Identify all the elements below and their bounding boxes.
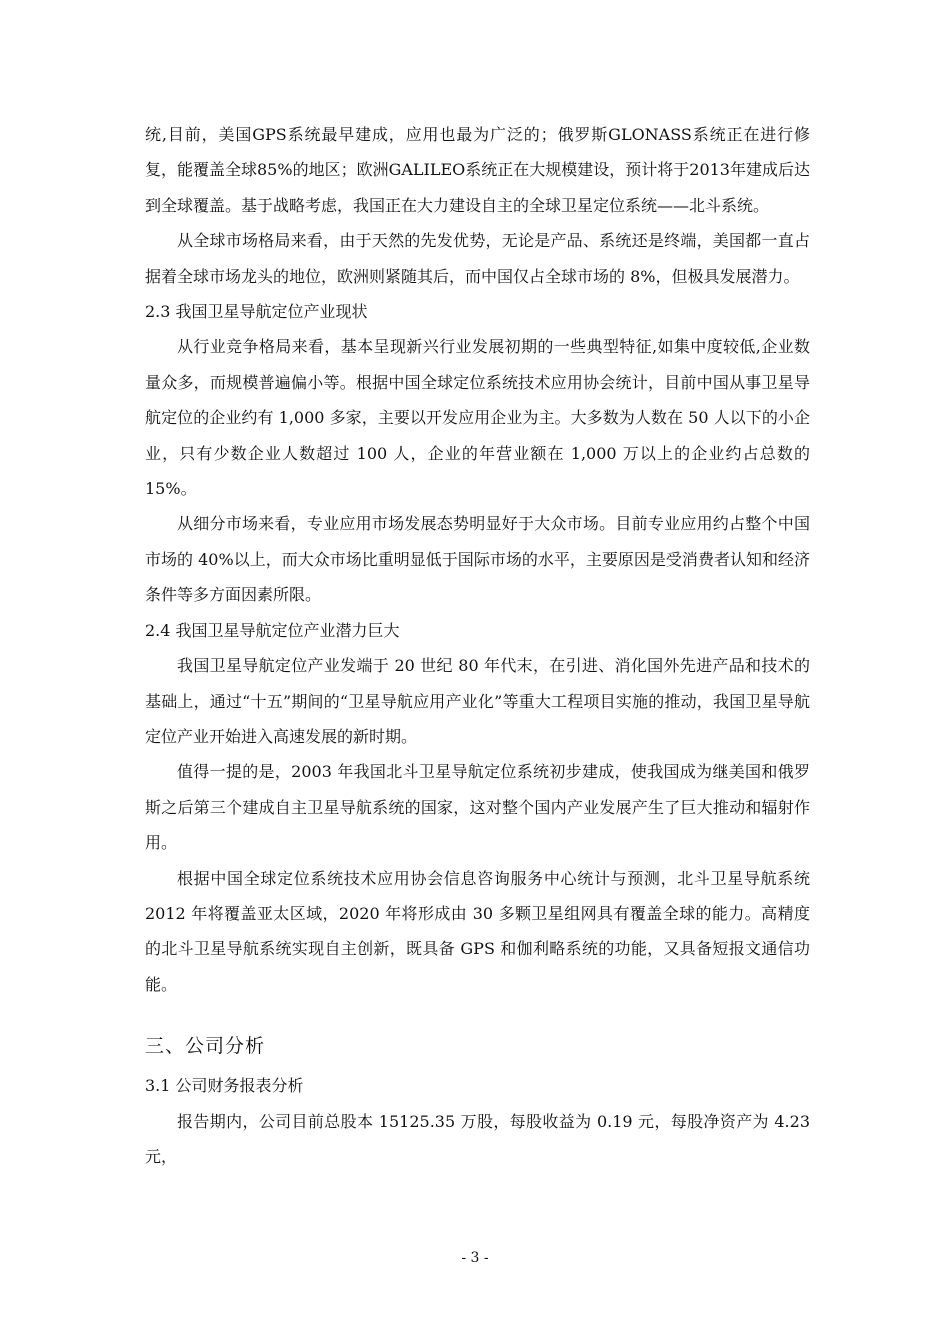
paragraph-industry-origin: 我国卫星导航定位产业发端于 20 世纪 80 年代末，在引进、消化国外先进产品和技术的基础上，通过“十五”期间的“卫星导航应用产业化”等重大工程项目实施的推动，我国卫星导航定位产业开始进入高速发展的新时期。 bbox=[145, 656, 810, 746]
heading-3-1: 3.1 公司财务报表分析 bbox=[145, 1076, 304, 1096]
paragraph-financial-summary: 报告期内，公司目前总股本 15125.35 万股，每股收益为 0.19 元，每股净资产为 4.23 元， bbox=[145, 1111, 810, 1166]
paragraph-beidou-forecast: 根据中国全球定位系统技术应用协会信息咨询服务中心统计与预测，北斗卫星导航系统 2012 年将覆盖亚太区域，2020 年将形成由 30 多颗卫星组网具有覆盖全球的能力。高精度的北斗卫星导航系统实现自主创新，既具备 GPS 和伽利略系统的功能，又具备短报文通信功能。 bbox=[145, 868, 810, 994]
paragraph-global-market: 从全球市场格局来看，由于天然的先发优势，无论是产品、系统还是终端，美国都一直占据着全球市场龙头的地位，欧洲则紧随其后，而中国仅占全球市场的 8%，但极具发展潜力。 bbox=[145, 231, 810, 286]
paragraph-gnss-overview: 统,目前，美国GPS系统最早建成，应用也最为广泛的；俄罗斯GLONASS系统正在进行修复，能覆盖全球85%的地区；欧洲GALILEO系统正在大规模建设，预计将于2013年建成后达到全球覆盖。基于战略考虑，我国正在大力建设自主的全球卫星定位系统——北斗系统。 bbox=[145, 125, 810, 215]
heading-2-3: 2.3 我国卫星导航定位产业现状 bbox=[145, 302, 368, 322]
heading-2-4: 2.4 我国卫星导航定位产业潜力巨大 bbox=[145, 620, 400, 640]
page-content bbox=[145, 117, 810, 1174]
page-number: - 3 - bbox=[461, 1250, 489, 1266]
paragraph-beidou-2003: 值得一提的是，2003 年我国北斗卫星导航定位系统初步建成，使我国成为继美国和俄罗斯之后第三个建成自主卫星导航系统的国家，这对整个国内产业发展产生了巨大推动和辐射作用。 bbox=[145, 762, 810, 853]
section-title-company-analysis: 三、公司分析 bbox=[145, 1035, 266, 1058]
paragraph-market-segments: 从细分市场来看，专业应用市场发展态势明显好于大众市场。目前专业应用约占整个中国市场的 40%以上，而大众市场比重明显低于国际市场的水平，主要原因是受消费者认知和经济条件等多方面因素所限。 bbox=[145, 514, 810, 605]
paragraph-industry-competition: 从行业竞争格局来看，基本呈现新兴行业发展初期的一些典型特征,如集中度较低,企业数量众多，而规模普遍偏小等。根据中国全球定位系统技术应用协会统计，目前中国从事卫星导航定位的企业约有 1,000 多家，主要以开发应用企业为主。大多数为人数在 50 人以下的小企业，只有少数企业人数超过 100 人，企业的年营业额在 1,000 万以上的企业约占总数的 15%。 bbox=[145, 337, 810, 499]
section-3-wrapper bbox=[145, 1002, 810, 1068]
